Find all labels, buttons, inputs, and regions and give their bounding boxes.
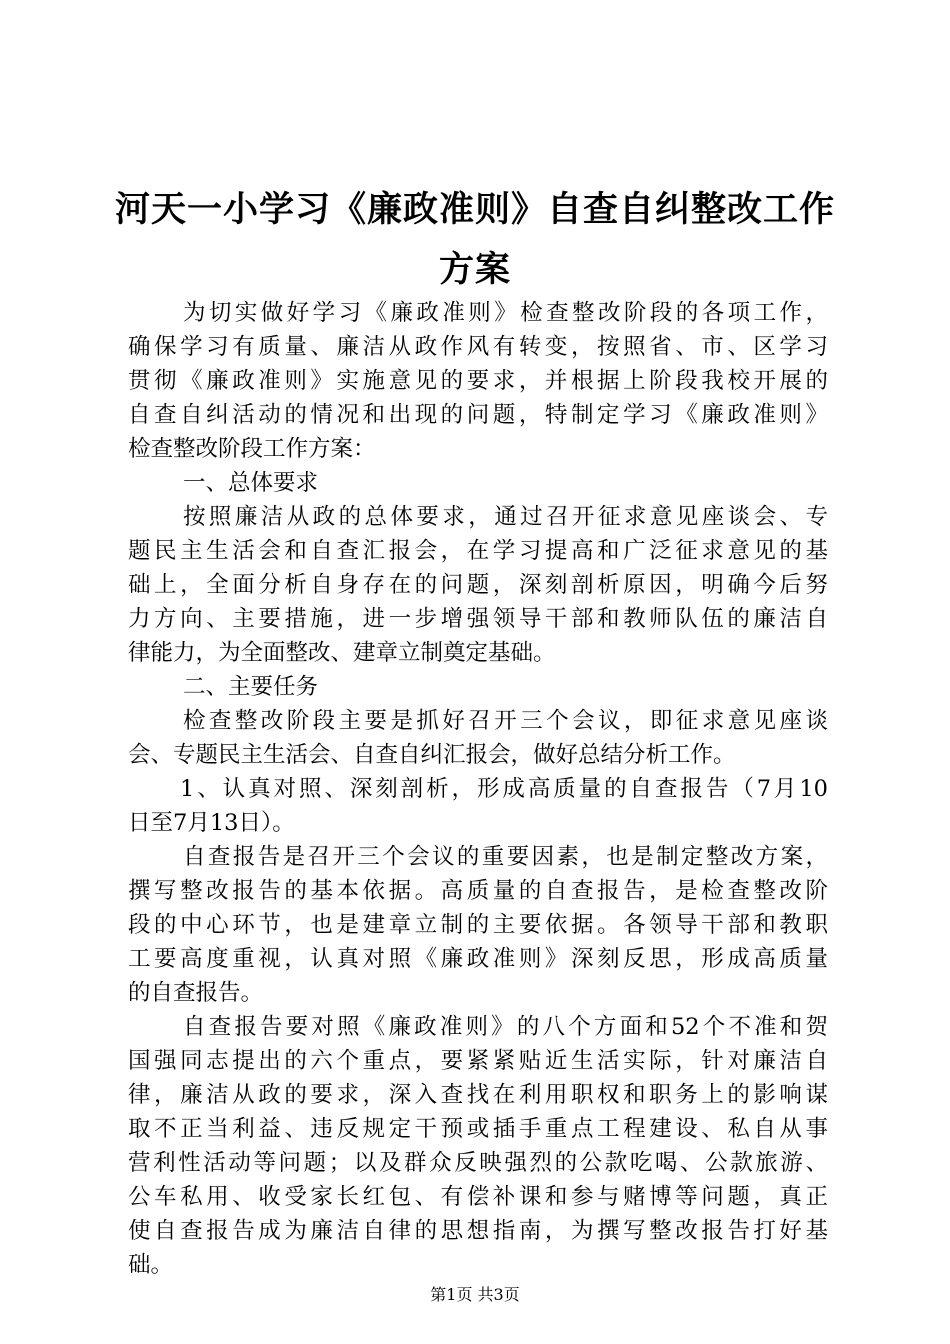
body-line: 础上，全面分析自身存在的问题，深刻剖析原因，明确今后努 bbox=[128, 572, 828, 598]
body-line: 的自查报告。 bbox=[128, 980, 264, 1006]
body-line: 段的中心环节，也是建章立制的主要依据。各领导干部和教职 bbox=[128, 912, 828, 938]
page-footer: 第1页 共3页 bbox=[430, 1285, 520, 1304]
body-line: 撰写整改报告的基本依据。高质量的自查报告，是检查整改阶 bbox=[128, 878, 828, 904]
body-line: 国强同志提出的六个重点，要紧紧贴近生活实际，针对廉洁自 bbox=[128, 1048, 828, 1074]
body-line: 取不正当利益、违反规定干预或插手重点工程建设、私自从事 bbox=[128, 1116, 828, 1142]
body-line: 力方向、主要措施，进一步增强领导干部和教师队伍的廉洁自 bbox=[128, 606, 828, 632]
body-line: 律能力，为全面整改、建章立制奠定基础。 bbox=[128, 640, 556, 666]
body-line: 题民主生活会和自查汇报会，在学习提高和广泛征求意见的基 bbox=[128, 538, 828, 564]
body-line: 检查整改阶段工作方案： bbox=[128, 436, 376, 462]
subsection-heading: 1、认真对照、深刻剖析，形成高质量的自查报告（7月10 bbox=[180, 776, 828, 802]
body-line: 贯彻《廉政准则》实施意见的要求，并根据上阶段我校开展的 bbox=[128, 368, 828, 394]
body-line: 会、专题民主生活会、自查自纠汇报会，做好总结分析工作。 bbox=[128, 742, 736, 768]
body-line: 确保学习有质量、廉洁从政作风有转变，按照省、市、区学习 bbox=[128, 334, 828, 360]
body-line: 自查自纠活动的情况和出现的问题，特制定学习《廉政准则》 bbox=[128, 402, 828, 428]
body-line: 自查报告要对照《廉政准则》的八个方面和52个不准和贺 bbox=[183, 1014, 828, 1040]
body-line: 础。 bbox=[128, 1252, 174, 1278]
document-title-line-2: 方案 bbox=[438, 249, 511, 290]
subsection-heading-continued: 日至7月13日）。 bbox=[128, 810, 295, 836]
section-heading: 二、主要任务 bbox=[183, 674, 319, 700]
body-line: 工要高度重视，认真对照《廉政准则》深刻反思，形成高质量 bbox=[128, 946, 828, 972]
section-heading: 一、总体要求 bbox=[183, 470, 319, 496]
body-line: 公车私用、收受家长红包、有偿补课和参与赌博等问题，真正 bbox=[128, 1184, 828, 1210]
body-line: 为切实做好学习《廉政准则》检查整改阶段的各项工作， bbox=[183, 300, 828, 326]
body-line: 检查整改阶段主要是抓好召开三个会议，即征求意见座谈 bbox=[183, 708, 828, 734]
body-line: 律，廉洁从政的要求，深入查找在利用职权和职务上的影响谋 bbox=[128, 1082, 828, 1108]
body-line: 自查报告是召开三个会议的重要因素，也是制定整改方案， bbox=[183, 844, 828, 870]
document-title-line-1: 河天一小学习《廉政准则》自查自纠整改工作 bbox=[114, 189, 835, 230]
body-line: 按照廉洁从政的总体要求，通过召开征求意见座谈会、专 bbox=[183, 504, 828, 530]
body-line: 使自查报告成为廉洁自律的思想指南，为撰写整改报告打好基 bbox=[128, 1218, 828, 1244]
body-line: 营利性活动等问题；以及群众反映强烈的公款吃喝、公款旅游、 bbox=[128, 1150, 828, 1176]
